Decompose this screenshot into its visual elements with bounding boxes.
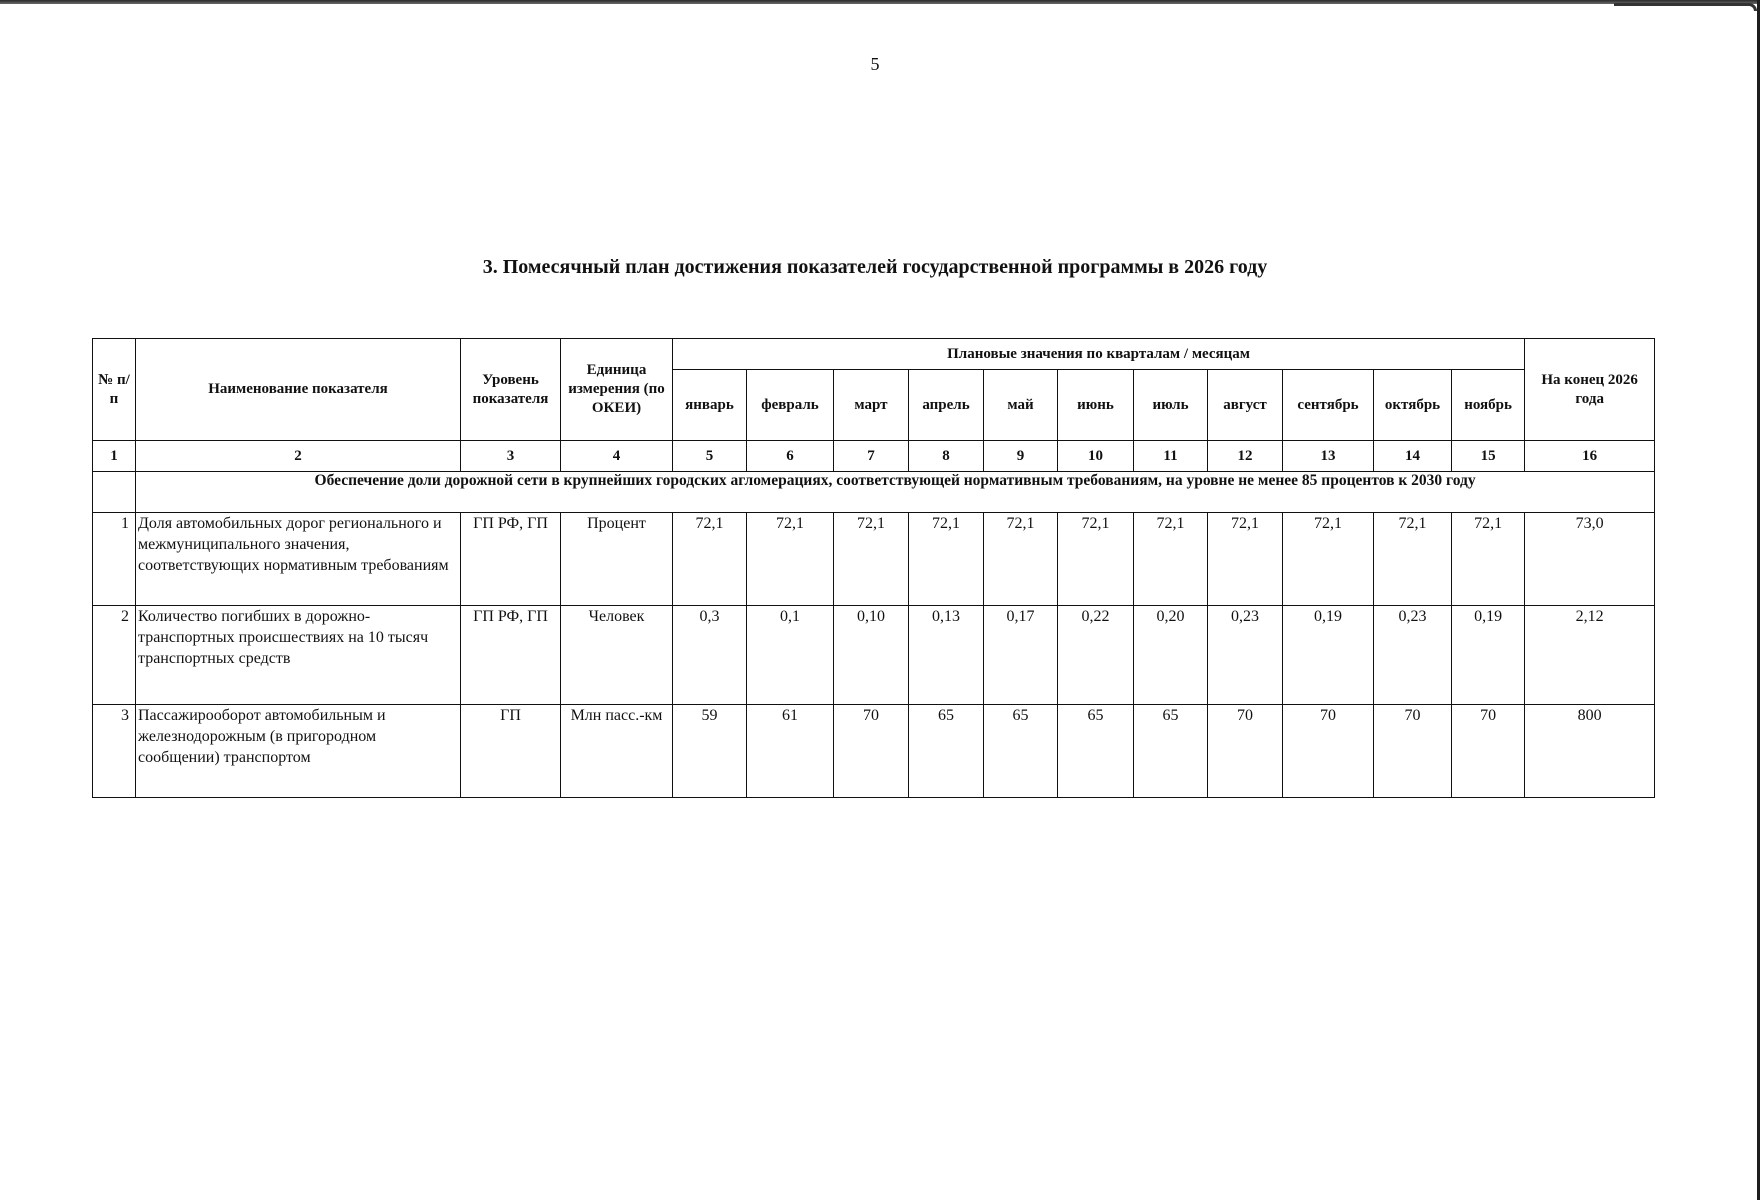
row-month-value: 70 [1374, 705, 1452, 798]
row-unit: Млн пасс.-км [561, 705, 673, 798]
row-month-value: 72,1 [834, 513, 909, 606]
row-month-value: 70 [834, 705, 909, 798]
header-month: март [834, 370, 909, 441]
row-month-value: 0,10 [834, 606, 909, 705]
row-year-end-value: 2,12 [1525, 606, 1655, 705]
row-month-value: 72,1 [673, 513, 747, 606]
row-unit: Процент [561, 513, 673, 606]
row-month-value: 61 [747, 705, 834, 798]
row-num: 1 [93, 513, 136, 606]
row-month-value: 72,1 [984, 513, 1058, 606]
row-month-value: 72,1 [1134, 513, 1208, 606]
column-number: 11 [1134, 441, 1208, 472]
header-month: октябрь [1374, 370, 1452, 441]
scan-edge-top [0, 0, 1760, 4]
row-month-value: 0,23 [1208, 606, 1283, 705]
row-month-value: 65 [1058, 705, 1134, 798]
indicator-plan-table [92, 338, 1655, 798]
column-number: 15 [1452, 441, 1525, 472]
column-number: 16 [1525, 441, 1655, 472]
row-month-value: 72,1 [1058, 513, 1134, 606]
header-month: январь [673, 370, 747, 441]
header-month: ноябрь [1452, 370, 1525, 441]
row-month-value: 72,1 [1283, 513, 1374, 606]
row-month-value: 0,13 [909, 606, 984, 705]
column-number: 1 [93, 441, 136, 472]
section-title: Обеспечение доли дорожной сети в крупнейших городских агломерациях, соответствующей нормативным требованиям, на уровне не менее 85 процентов к 2030 году [136, 472, 1655, 513]
table-row [93, 705, 1655, 798]
row-month-value: 65 [909, 705, 984, 798]
row-month-value: 0,19 [1452, 606, 1525, 705]
row-month-value: 70 [1208, 705, 1283, 798]
row-month-value: 59 [673, 705, 747, 798]
header-month: апрель [909, 370, 984, 441]
row-month-value: 70 [1283, 705, 1374, 798]
header-month: февраль [747, 370, 834, 441]
header-month: май [984, 370, 1058, 441]
row-month-value: 65 [1134, 705, 1208, 798]
row-month-value: 0,20 [1134, 606, 1208, 705]
row-level: ГП РФ, ГП [461, 513, 561, 606]
row-month-value: 72,1 [1374, 513, 1452, 606]
row-year-end-value: 73,0 [1525, 513, 1655, 606]
header-row-top [93, 339, 1655, 370]
column-number: 7 [834, 441, 909, 472]
header-month: август [1208, 370, 1283, 441]
header-month: сентябрь [1283, 370, 1374, 441]
header-num: № п/п [93, 339, 136, 441]
header-month: июнь [1058, 370, 1134, 441]
scan-page-corner [1614, 3, 1757, 11]
row-month-value: 72,1 [909, 513, 984, 606]
header-unit: Единица измерения (по ОКЕИ) [561, 339, 673, 441]
row-month-value: 72,1 [1452, 513, 1525, 606]
row-level: ГП РФ, ГП [461, 606, 561, 705]
row-indicator-name: Количество погибших в дорожно-транспортных происшествиях на 10 тысяч транспортных средств [136, 606, 461, 705]
row-num: 2 [93, 606, 136, 705]
row-num: 3 [93, 705, 136, 798]
row-indicator-name: Пассажирооборот автомобильным и железнодорожным (в пригородном сообщении) транспортом [136, 705, 461, 798]
column-number: 13 [1283, 441, 1374, 472]
row-month-value: 72,1 [1208, 513, 1283, 606]
row-month-value: 65 [984, 705, 1058, 798]
row-month-value: 0,19 [1283, 606, 1374, 705]
column-number: 6 [747, 441, 834, 472]
row-month-value: 0,22 [1058, 606, 1134, 705]
header-name: Наименование показателя [136, 339, 461, 441]
table-row [93, 513, 1655, 606]
row-month-value: 70 [1452, 705, 1525, 798]
column-number: 8 [909, 441, 984, 472]
column-number: 14 [1374, 441, 1452, 472]
column-number: 2 [136, 441, 461, 472]
row-indicator-name: Доля автомобильных дорог регионального и межмуниципального значения, соответствующих нормативным требованиям [136, 513, 461, 606]
column-number: 10 [1058, 441, 1134, 472]
header-level: Уровень показателя [461, 339, 561, 441]
row-month-value: 0,1 [747, 606, 834, 705]
header-month: июль [1134, 370, 1208, 441]
column-number: 12 [1208, 441, 1283, 472]
column-number: 4 [561, 441, 673, 472]
column-number: 3 [461, 441, 561, 472]
table-row [93, 606, 1655, 705]
column-number-row [93, 441, 1655, 472]
row-year-end-value: 800 [1525, 705, 1655, 798]
row-unit: Человек [561, 606, 673, 705]
column-number: 5 [673, 441, 747, 472]
section-empty-cell [93, 472, 136, 513]
row-level: ГП [461, 705, 561, 798]
row-month-value: 0,17 [984, 606, 1058, 705]
header-planned-values: Плановые значения по кварталам / месяцам [673, 339, 1525, 370]
column-number: 9 [984, 441, 1058, 472]
row-month-value: 0,3 [673, 606, 747, 705]
header-year-end: На конец 2026 года [1525, 339, 1655, 441]
section-row [93, 472, 1655, 513]
row-month-value: 0,23 [1374, 606, 1452, 705]
document-title: 3. Помесячный план достижения показателей государственной программы в 2026 году [482, 256, 1268, 278]
row-month-value: 72,1 [747, 513, 834, 606]
page-number: 5 [870, 54, 880, 74]
